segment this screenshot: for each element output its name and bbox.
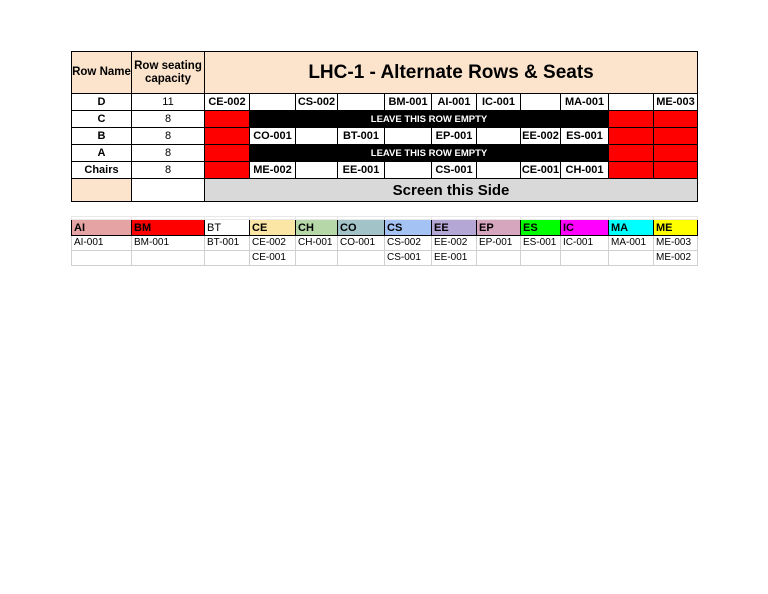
seat-cell[interactable] [477, 162, 521, 179]
capacity-c[interactable]: 8 [132, 111, 205, 128]
seat-cell[interactable]: ME-002 [250, 162, 296, 179]
seat-cell[interactable]: CE-002 [205, 94, 250, 111]
legend-seat-cell[interactable]: CS-002 [385, 236, 432, 251]
seat-cell[interactable]: CS-002 [296, 94, 338, 111]
legend-code-bt[interactable]: BT [205, 220, 250, 236]
seat-cell[interactable] [296, 128, 338, 145]
seat-cell[interactable] [477, 128, 521, 145]
legend-seat-cell[interactable]: CH-001 [296, 236, 338, 251]
legend-seat-cell[interactable]: EE-002 [432, 236, 477, 251]
blocked-seat-cell[interactable] [609, 162, 654, 179]
legend-seat-cell[interactable]: IC-001 [561, 236, 609, 251]
legend-code-ee[interactable]: EE [432, 220, 477, 236]
row-name-c[interactable]: C [72, 111, 132, 128]
seat-cell[interactable]: BM-001 [385, 94, 432, 111]
seat-cell[interactable] [385, 162, 432, 179]
seat-cell[interactable] [385, 128, 432, 145]
seat-cell[interactable]: BT-001 [338, 128, 385, 145]
seat-cell[interactable]: EE-002 [521, 128, 561, 145]
screen-side-banner[interactable]: Screen this Side [205, 179, 698, 202]
row-name-chairs[interactable]: Chairs [72, 162, 132, 179]
legend-seat-cell[interactable] [521, 251, 561, 266]
capacity-chairs[interactable]: 8 [132, 162, 205, 179]
legend-code-bm[interactable]: BM [132, 220, 205, 236]
blocked-seat-cell[interactable] [205, 128, 250, 145]
blocked-seat-cell[interactable] [609, 111, 654, 128]
legend-code-es[interactable]: ES [521, 220, 561, 236]
legend-seat-cell[interactable]: ES-001 [521, 236, 561, 251]
chart-title[interactable]: LHC-1 - Alternate Rows & Seats [205, 52, 698, 94]
legend-seat-cell[interactable] [338, 251, 385, 266]
capacity-b[interactable]: 8 [132, 128, 205, 145]
legend-seat-cell[interactable] [477, 251, 521, 266]
legend-code-ai[interactable]: AI [72, 220, 132, 236]
legend-seat-cell[interactable] [72, 251, 132, 266]
legend-seat-cell[interactable]: CE-001 [250, 251, 296, 266]
legend-code-ch[interactable]: CH [296, 220, 338, 236]
legend-seat-cell[interactable]: BM-001 [132, 236, 205, 251]
capacity-a[interactable]: 8 [132, 145, 205, 162]
blocked-seat-cell[interactable] [609, 145, 654, 162]
seat-cell[interactable]: ME-003 [654, 94, 698, 111]
seat-cell[interactable]: AI-001 [432, 94, 477, 111]
legend-seat-cell[interactable]: ME-002 [654, 251, 698, 266]
blocked-seat-cell[interactable] [654, 111, 698, 128]
blocked-seat-cell[interactable] [654, 145, 698, 162]
seat-cell[interactable]: CS-001 [432, 162, 477, 179]
row-name-a[interactable]: A [72, 145, 132, 162]
legend-code-co[interactable]: CO [338, 220, 385, 236]
capacity-header[interactable]: Row seating capacity [132, 52, 205, 94]
legend-code-ce[interactable]: CE [250, 220, 296, 236]
legend-seat-cell[interactable]: ME-003 [654, 236, 698, 251]
legend-seat-cell[interactable] [561, 251, 609, 266]
seat-cell[interactable]: EP-001 [432, 128, 477, 145]
leave-row-empty-banner[interactable]: LEAVE THIS ROW EMPTY [250, 145, 609, 162]
seat-cell[interactable]: CH-001 [561, 162, 609, 179]
empty-cell[interactable] [132, 179, 205, 202]
row-name-d[interactable]: D [72, 94, 132, 111]
legend-seat-cell[interactable]: CE-002 [250, 236, 296, 251]
legend-seat-cell[interactable]: EE-001 [432, 251, 477, 266]
seating-chart [71, 51, 698, 202]
capacity-d[interactable]: 11 [132, 94, 205, 111]
blocked-seat-cell[interactable] [654, 128, 698, 145]
blocked-seat-cell[interactable] [205, 111, 250, 128]
legend-seat-cell[interactable]: CS-001 [385, 251, 432, 266]
seat-cell[interactable] [296, 162, 338, 179]
seat-cell[interactable]: EE-001 [338, 162, 385, 179]
legend-code-ma[interactable]: MA [609, 220, 654, 236]
blocked-seat-cell[interactable] [205, 145, 250, 162]
legend-seat-cell[interactable]: MA-001 [609, 236, 654, 251]
legend-seat-cell[interactable]: AI-001 [72, 236, 132, 251]
seat-cell[interactable]: CO-001 [250, 128, 296, 145]
blocked-seat-cell[interactable] [609, 128, 654, 145]
seat-cell[interactable]: CE-001 [521, 162, 561, 179]
legend-seat-cell[interactable]: EP-001 [477, 236, 521, 251]
seat-cell[interactable] [521, 94, 561, 111]
legend-seat-cell[interactable] [205, 251, 250, 266]
empty-cell[interactable] [72, 179, 132, 202]
row-name-header[interactable]: Row Name [72, 52, 132, 94]
seat-cell[interactable]: MA-001 [561, 94, 609, 111]
seat-cell[interactable] [250, 94, 296, 111]
seat-cell[interactable]: ES-001 [561, 128, 609, 145]
seat-cell[interactable] [338, 94, 385, 111]
legend-seat-cell[interactable]: BT-001 [205, 236, 250, 251]
legend-seat-cell[interactable] [609, 251, 654, 266]
legend-code-cs[interactable]: CS [385, 220, 432, 236]
leave-row-empty-banner[interactable]: LEAVE THIS ROW EMPTY [250, 111, 609, 128]
legend-code-ic[interactable]: IC [561, 220, 609, 236]
seat-cell[interactable] [609, 94, 654, 111]
legend-code-ep[interactable]: EP [477, 220, 521, 236]
row-name-b[interactable]: B [72, 128, 132, 145]
legend-seat-cell[interactable] [296, 251, 338, 266]
legend-seat-cell[interactable] [132, 251, 205, 266]
legend-code-me[interactable]: ME [654, 220, 698, 236]
seat-cell[interactable]: IC-001 [477, 94, 521, 111]
legend-seat-cell[interactable]: CO-001 [338, 236, 385, 251]
department-legend [71, 216, 698, 266]
blocked-seat-cell[interactable] [205, 162, 250, 179]
blocked-seat-cell[interactable] [654, 162, 698, 179]
